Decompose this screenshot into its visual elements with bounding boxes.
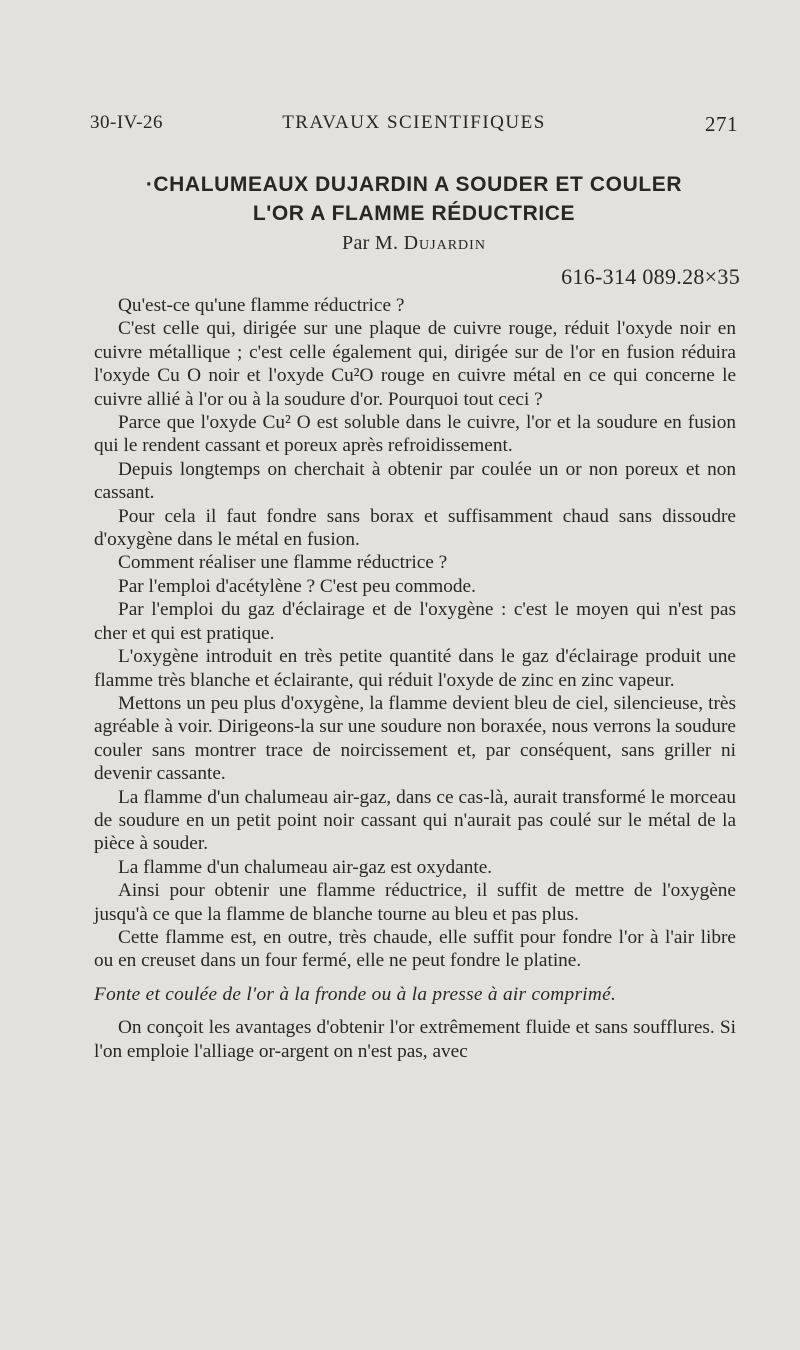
paragraph: Cette flamme est, en outre, très chaude, elle suffit pour fondre l'or à l'air libre ou en creuset dans un four fermé, elle ne peut fondre le platine. [94,926,736,972]
paragraph: Ainsi pour obtenir une flamme réductrice, il suffit de mettre de l'oxygène jusqu'à ce que la flamme de blanche tourne au bleu et pas plus. [94,880,736,925]
paragraph: On conçoit les avantages d'obtenir l'or extrêmement fluide et sans soufflures. Si l'on emploie l'alliage or-argent on n'est pas, avec [94,1017,736,1062]
byline-prefix: Par M. [342,232,404,254]
page-number: 271 [705,112,738,136]
article-byline [88,232,740,255]
running-header [90,112,738,142]
section-subheading: Fonte et coulée de l'or à la fronde ou à la presse à air comprimé. [94,983,617,1005]
article-title-line-1: ·CHALUMEAUX DUJARDIN A SOUDER ET COULER [145,173,683,196]
header-section-title: TRAVAUX SCIENTIFIQUES [282,112,546,133]
paragraph: L'oxygène introduit en très petite quantité dans le gaz d'éclairage produit une flamme très blanche et éclairante, qui réduit l'oxyde de zinc en zinc vapeur. [94,646,736,691]
paragraph: Qu'est-ce qu'une flamme réductrice ? [118,295,405,316]
paragraph: La flamme d'un chalumeau air-gaz est oxydante. [118,856,493,878]
paragraph: Parce que l'oxyde Cu² O est soluble dans le cuivre, l'or et la soudure en fusion qui le rendent cassant et poreux après refroidissement. [94,412,736,457]
byline-author: Dujardin [403,232,486,254]
paragraph: Par l'emploi d'acétylène ? C'est peu commode. [118,575,476,597]
classification-number: 616-314 089.28×35 [561,264,740,289]
paragraph: Par l'emploi du gaz d'éclairage et de l'oxygène : c'est le moyen qui n'est pas cher et qui est pratique. [94,599,736,644]
paragraph: Pour cela il faut fondre sans borax et suffisamment chaud sans dissoudre d'oxygène dans le métal en fusion. [94,505,736,551]
article-title-line-2: L'OR A FLAMME RÉDUCTRICE [252,202,576,225]
paragraph: Depuis longtemps on cherchait à obtenir par coulée un or non poreux et non cassant. [94,458,736,504]
paragraph: Comment réaliser une flamme réductrice ? [118,552,448,574]
article-body [94,294,736,1063]
paragraph: C'est celle qui, dirigée sur une plaque de cuivre rouge, réduit l'oxyde noir en cuivre métallique ; c'est celle également qui, dirigée sur de l'or en fusion réduira l'oxyde Cu O noir et l'oxyde Cu²O rouge en cuivre métal en ce qui concerne le cuivre allié à l'or ou à la soudure d'or. Pourquoi tout ceci ? [94,318,736,410]
header-date: 30-IV-26 [90,112,163,133]
paragraph: Mettons un peu plus d'oxygène, la flamme devient bleu de ciel, silencieuse, très agréable à voir. Dirigeons-la sur une soudure non boraxée, nous verrons la soudure couler sans montrer trace de noircissement et, par conséquent, sans griller ni devenir cassante. [94,692,736,785]
paragraph: La flamme d'un chalumeau air-gaz, dans ce cas-là, aurait transformé le morceau de soudure en un petit point noir cassant qui n'aurait pas coulé sur le métal de la pièce à souder. [94,786,736,855]
